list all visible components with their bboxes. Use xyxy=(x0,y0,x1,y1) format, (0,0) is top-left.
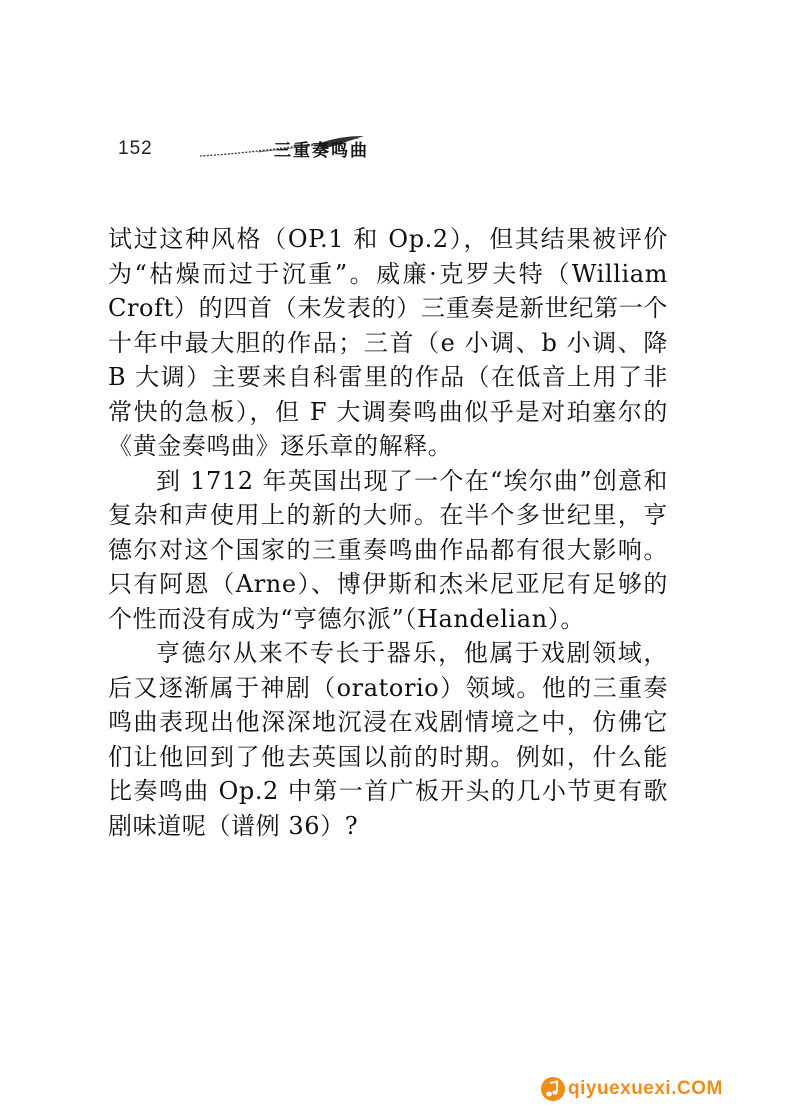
music-note-logo-icon xyxy=(540,1076,566,1102)
paragraph-2: 到 1712 年英国出现了一个在“埃尔曲”创意和复杂和声使用上的新的大师。在半个多世纪里，亨德尔对这个国家的三重奏鸣曲作品都有很大影响。只有阿恩（Arne）、博伊斯和杰米尼亚尼有足够的个性而没有成为“亨德尔派”（Handelian）。 xyxy=(108,466,668,633)
watermark-text: qiyuexuexi.COM xyxy=(568,1078,723,1099)
running-title: 三重奏鸣曲 xyxy=(274,141,369,161)
site-watermark xyxy=(540,1074,770,1104)
running-header xyxy=(118,134,418,164)
body-text xyxy=(108,222,668,843)
paragraph-1: 试过这种风格（OP.1 和 Op.2），但其结果被评价为“枯燥而过于沉重”。威廉·克罗夫特（William Croft）的四首（未发表的）三重奏是新世纪第一个十年中最大胆的作品；三首（e 小调、b 小调、降 B 大调）主要来自科雷里的作品（在低音上用了非常快的急板），但 F 大调奏鸣曲似乎是对珀塞尔的《黄金奏鸣曲》逐乐章的解释。 xyxy=(108,225,668,460)
paragraph-3: 亨德尔从来不专长于器乐，他属于戏剧领域，后又逐渐属于神剧（oratorio）领域。他的三重奏鸣曲表现出他深深地沉浸在戏剧情境之中，仿佛它们让他回到了他去英国以前的时期。例如，什么能比奏鸣曲 Op.2 中第一首广板开头的几小节更有歌剧味道呢（谱例 36）? xyxy=(108,639,668,840)
page-number: 152 xyxy=(118,138,153,159)
